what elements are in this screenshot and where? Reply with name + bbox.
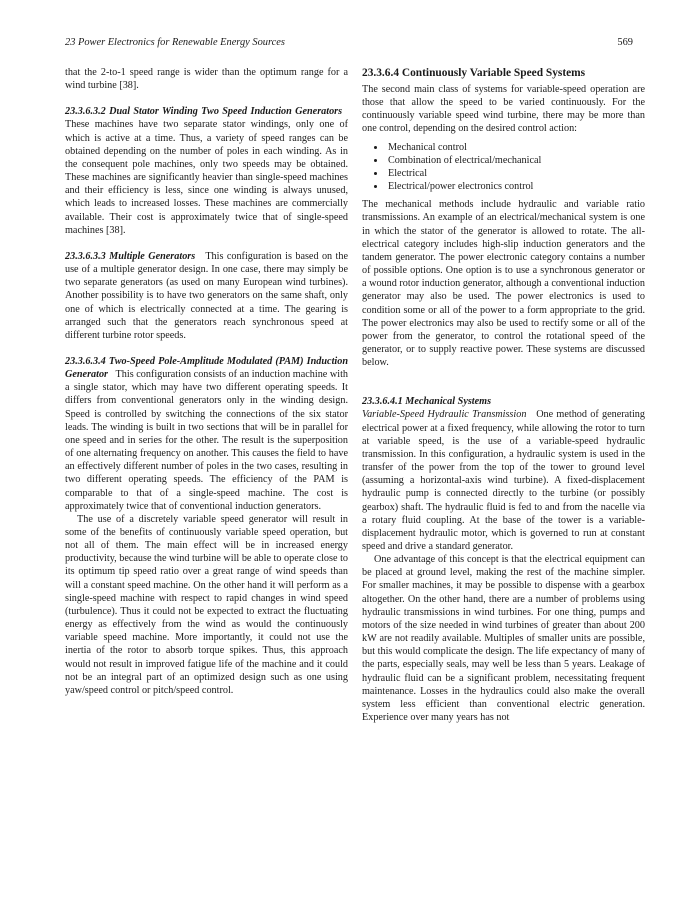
- subsection-heading: 23.3.6.4.1 Mechanical Systems: [362, 396, 492, 408]
- section-text: These machines have two separate stator windings, only one of which is active at a time. Thus, a variety of speed ranges can be obtained depending on the number of poles in each winding. As in the consequent pole machines, only two speeds may be obtained. These machines are significantly heavier than single-speed machines and their efficiency is less, since one winding is always unused, which leads to increased losses. These machines are commercially available. Their cost is approximately twice that of single-speed machines [38].: [65, 119, 348, 236]
- running-header: [65, 37, 633, 53]
- right-column: [362, 66, 645, 724]
- paragraph: One advantage of this concept is that the electrical equipment can be placed at ground level, making the rest of the machine simpler. For smaller machines, it may be possible to dispense with a gearbox altogether. On the other hand, there are a number of problems using hydraulic transmissions in wind turbines. For one thing, pumps and motors of the size needed in wind turbines of greater than about 200 kW are not readily available. Multiples of smaller units are possible, but this would complicate the design. The life expectancy of many of the parts, especially seals, may well be less than 5 years. Leakage of hydraulic fluid can be a significant problem, necessitating frequent maintenance. Losses in the hydraulics could also make the overall system less efficient than conventional electric generation. Experience over many years has not: [362, 554, 645, 724]
- paragraph: The mechanical methods include hydraulic and variable ratio transmissions. An example of an electrical/mechanical system is one in which the stator of the generator is allowed to rotate. The all-electrical category includes high-slip induction generators and the tandem generator. The power electronic category contains a number of possible options. One option is to use a synchronous generator or a wound rotor induction generator, although a conventional induction generator may also be used. The power electronics is used to condition some or all of the power to a form appropriate to the grid. The power electronics may also be used to rectify some or all of the power from the generator, to control the rotational speed of the generator, or to supply reactive power. These systems are discussed below.: [362, 199, 645, 369]
- list-item: • Electrical: [386, 167, 645, 180]
- page-number: 569: [617, 37, 633, 48]
- paragraph: The use of a discretely variable speed generator will result in some of the benefits of continuously variable speed operation, but not all of them. The main effect will be in increased energy productivity, because the wind turbine will be able to operate close to its optimum tip speed ratio over a great range of wind speeds than will a constant speed machine. On the other hand it will perform as a single-speed machine with respect to rapid changes in wind speed (turbulence). Thus it could not be expected to extract the fluctuating energy as effectively from the wind as would the continuously variable speed machine. More importantly, it could not use the inertia of the rotor to absorb torque spikes. Thus, this approach would not result in improved fatigue life of the machine and it could not be an integral part of an optimized design such as one using yaw/speed control or pitch/speed control.: [65, 513, 348, 696]
- section-text: This configuration is based on the use of a multiple generator design. In one case, there may simply be two separate generators (as used on many European wind turbines). Another possibility is to have two generators on the same shaft, only one of which is electrically connected at a time. The gearing is arranged such that the generators reach synchronous speed at different turbine rotor speeds.: [65, 250, 349, 341]
- section-heading: 23.3.6.3.4 Two-Speed Pole-Amplitude Modulated (PAM) Induction Generator: [65, 355, 348, 381]
- runin-heading: Variable-Speed Hydraulic Transmission: [362, 409, 527, 421]
- section-heading: 23.3.6.3.3 Multiple Generators: [65, 250, 196, 262]
- section-dual-stator: [65, 105, 348, 237]
- section-text: One method of generating electrical power at a fixed frequency, while allowing the rotor to turn at variable speed, is the use of a variable-speed hydraulic transmission. In this configuration, a hydraulic system is used in the transfer of the power from the top of the tower to ground level (assuming a horizontal-axis wind turbine). A fixed-displacement hydraulic pump is connected directly to the turbine (or possibly gearbox) shaft. The hydraulic fluid is fed to and from the nacelle via a rotary fluid coupling. At the base of the tower is a variable-displacement hydraulic motor, which is governed to run at constant speed and drive a standard generator.: [362, 409, 645, 552]
- section-title: 23.3.6.4 Continuously Variable Speed Systems: [362, 67, 586, 79]
- bullet-list: [362, 141, 645, 194]
- chapter-title: 23 Power Electronics for Renewable Energy Sources: [65, 37, 285, 48]
- list-item: • Mechanical control: [386, 141, 645, 154]
- list-item: • Combination of electrical/mechanical: [386, 154, 645, 167]
- section-text: This configuration consists of an induction machine with a single stator, which may have two different operating speeds. It differs from conventional generators only in the winding design. Speed is controlled by switching the connections of the six stator leads. The winding is built in two sections that will be in parallel for one speed and in series for the other. The result is the superposition of one alternating frequency on another. This causes the field to have an effectively different number of poles in the two cases, resulting in two different operating speeds. The efficiency of the PAM is comparable to that of a single-speed machine. The cost is approximately twice that of conventional induction generators.: [65, 369, 348, 512]
- paragraph: The second main class of systems for variable-speed operation are those that allow the speed to be varied continuously. For the continuously variable speed wind turbine, there may be more than one control, depending on the desired control action:: [362, 84, 645, 135]
- intro-paragraph: that the 2-to-1 speed range is wider than the optimum range for a wind turbine [38].: [65, 67, 348, 92]
- section-heading: 23.3.6.3.2 Dual Stator Winding Two Speed Induction Generators: [65, 106, 343, 118]
- section-pam: [65, 355, 348, 513]
- list-item: • Electrical/power electronics control: [386, 180, 645, 193]
- section-mechanical: [362, 408, 645, 553]
- left-column: [65, 66, 348, 697]
- section-multiple-generators: [65, 250, 348, 342]
